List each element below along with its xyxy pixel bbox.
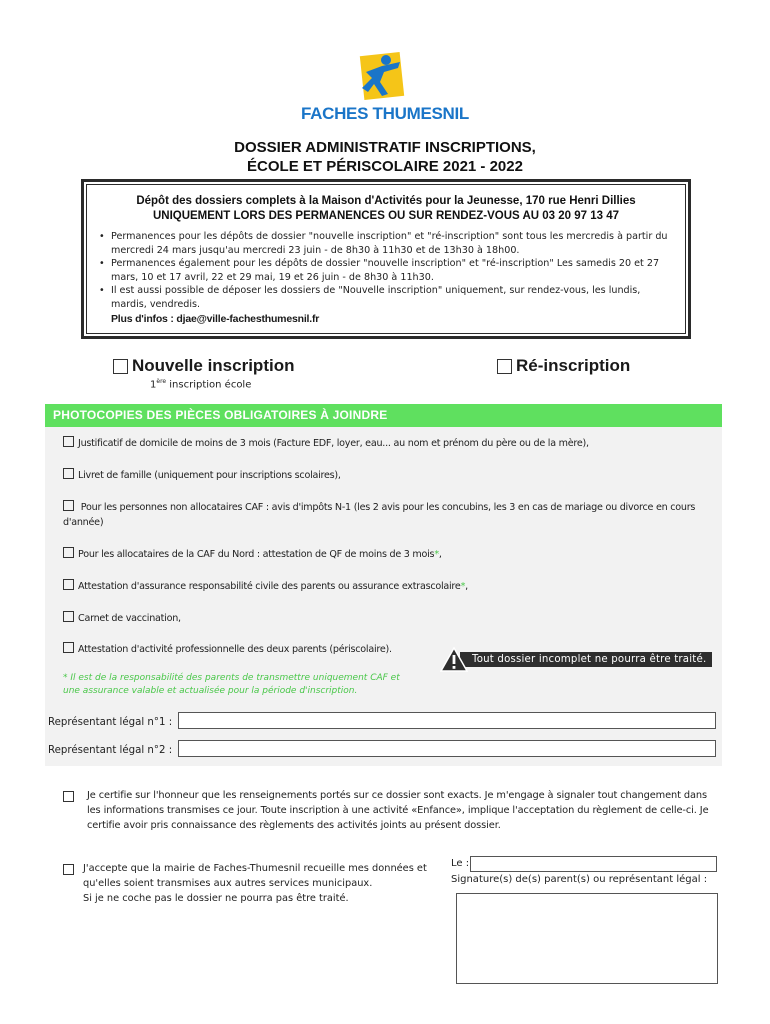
info-head-line-1: Dépôt des dossiers complets à la Maison d'Activités pour la Jeunesse, 170 rue Henri Dillies: [136, 195, 636, 207]
date-label: Le :: [451, 858, 470, 869]
doc-item-assurance[interactable]: [63, 579, 713, 594]
doc-item-caf[interactable]: [63, 547, 713, 562]
consent-block[interactable]: [63, 861, 443, 906]
doc-checkbox[interactable]: [63, 611, 74, 622]
brand-name: FACHES THUMESNIL: [300, 104, 470, 123]
new-inscription-choice[interactable]: [113, 356, 294, 376]
doc-item-livret[interactable]: [63, 468, 713, 483]
doc-item-label: Pour les personnes non allocataires CAF : avis d'impôts N-1 (les 2 avis pour les concubins, les 3 en cas de mariage ou divorce en cours d'année): [63, 502, 696, 528]
doc-checkbox[interactable]: [63, 468, 74, 479]
responsibility-note: * Il est de la responsabilité des parents de transmettre uniquement CAF et une assurance valable et actualisée pour la période d'inscription.: [63, 673, 400, 696]
doc-item-label: Pour les allocataires de la CAF du Nord : attestation de QF de moins de 3 mois: [78, 549, 435, 560]
new-sub-sup: ère: [156, 378, 167, 385]
new-sub-text: inscription école: [166, 379, 252, 391]
doc-item-impots[interactable]: [63, 500, 711, 530]
rep2-label: Représentant légal n°2 :: [48, 745, 173, 756]
doc-item-label: Attestation d'assurance responsabilité civile des parents ou assurance extrascolaire: [78, 581, 461, 592]
certification-text: Je certifie sur l'honneur que les renseignements portés sur ce dossier sont exacts. Je m'engage à signaler tout changement dans les informations transmises ce jour. Toute inscription à une activité «Enfance», implique l'acceptation du règlement de celle-ci. Je certifie avoir pris connaissance des règlements des activités joints au présent dossier.: [87, 790, 709, 831]
rep2-input[interactable]: [178, 740, 716, 757]
doc-checkbox[interactable]: [63, 642, 74, 653]
title-line-1: DOSSIER ADMINISTRATIF INSCRIPTIONS,: [234, 139, 536, 156]
info-head-line-2: UNIQUEMENT LORS DES PERMANENCES OU SUR RENDEZ-VOUS AU 03 20 97 13 47: [152, 210, 620, 222]
reinscription-checkbox[interactable]: [497, 359, 512, 374]
doc-comma: ,: [465, 581, 468, 592]
doc-asterisk: *: [434, 549, 439, 560]
rep1-label: Représentant légal n°1 :: [48, 717, 173, 728]
doc-checkbox[interactable]: [63, 436, 74, 447]
doc-asterisk: *: [460, 581, 466, 592]
page-title: [0, 138, 770, 176]
new-inscription-label: Nouvelle inscription: [132, 356, 295, 375]
info-bullet-3: • Il est aussi possible de déposer les dossiers de "Nouvelle inscription" uniquement, sur rendez-vous, les lundis, mardis, vendredis.: [98, 284, 674, 311]
reinscription-choice[interactable]: [497, 356, 630, 376]
new-inscription-checkbox[interactable]: [113, 359, 128, 374]
doc-item-vaccination[interactable]: [63, 611, 713, 626]
signature-label: Signature(s) de(s) parent(s) ou représentant légal :: [451, 874, 708, 885]
signature-box[interactable]: [456, 893, 718, 984]
certification-checkbox[interactable]: [63, 791, 74, 802]
info-list: [98, 230, 674, 311]
doc-checkbox[interactable]: [63, 500, 74, 511]
date-input[interactable]: [470, 856, 717, 872]
certification-block[interactable]: [63, 788, 723, 833]
consent-text: [63, 861, 443, 906]
incomplete-warning: [440, 647, 712, 669]
consent-line-1: J'accepte que la mairie de Faches-Thumesnil recueille mes données et qu'elles soient transmises aux autres services municipaux.: [83, 863, 427, 889]
doc-comma: ,: [438, 549, 442, 560]
new-sub-prefix: 1: [150, 379, 157, 391]
consent-line-2: Si je ne coche pas le dossier ne pourra pas être traité.: [83, 893, 349, 904]
new-inscription-sub: [150, 378, 251, 390]
info-contact: Plus d'infos : djae@ville-fachesthumesnil.fr: [111, 313, 320, 325]
warning-icon: [440, 647, 468, 673]
doc-item-label: Livret de famille (uniquement pour inscriptions scolaires),: [78, 470, 341, 481]
doc-item-label: Carnet de vaccination,: [78, 613, 181, 624]
rep1-input[interactable]: [178, 712, 716, 729]
doc-item-activite[interactable]: [63, 642, 443, 657]
info-box: [81, 179, 691, 339]
warning-text: Tout dossier incomplet ne pourra être traité.: [460, 652, 712, 667]
title-line-2: ÉCOLE ET PÉRISCOLAIRE 2021 - 2022: [247, 158, 523, 175]
documents-heading: PHOTOCOPIES DES PIÈCES OBLIGATOIRES À JOINDRE: [45, 404, 722, 427]
city-logo-icon: [352, 48, 412, 104]
doc-checkbox[interactable]: [63, 547, 74, 558]
info-head: [98, 194, 674, 224]
doc-item-domicile[interactable]: [63, 436, 713, 451]
doc-item-label: Justificatif de domicile de moins de 3 mois (Facture EDF, loyer, eau... au nom et prénom du père ou de la mère),: [78, 438, 589, 449]
info-bullet-1: • Permanences pour les dépôts de dossier "nouvelle inscription" et "ré-inscription" sont tous les mercredis à partir du mercredi 24 mars jusqu'au mercredi 23 juin - de 8h30 à 11h30 et de 13h30 à 18h00.: [98, 230, 674, 257]
consent-checkbox[interactable]: [63, 864, 74, 875]
doc-checkbox[interactable]: [63, 579, 74, 590]
info-bullet-2: • Permanences également pour les dépôts de dossier "nouvelle inscription" et "ré-inscription" Les samedis 20 et 27 mars, 10 et 17 avril, 22 et 29 mai, 19 et 26 juin - de 8h30 à 11h30.: [98, 257, 674, 284]
reinscription-label: Ré-inscription: [516, 356, 631, 375]
doc-item-label: Attestation d'activité professionnelle des deux parents (périscolaire).: [78, 644, 392, 655]
